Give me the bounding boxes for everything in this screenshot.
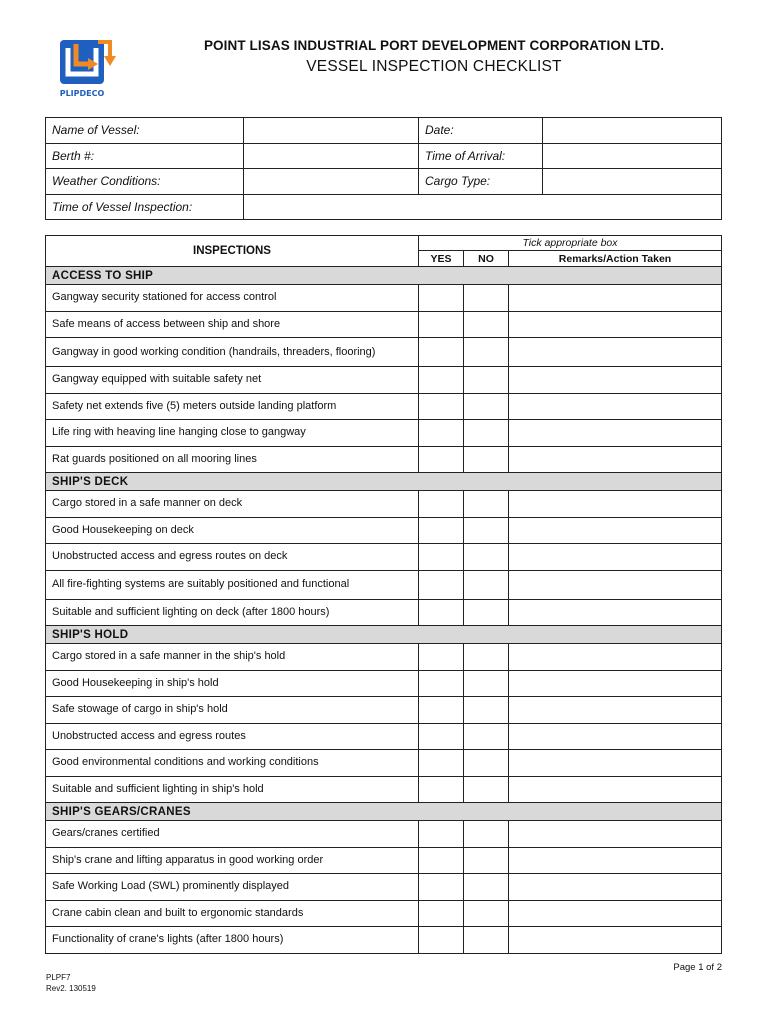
checklist-row [46, 338, 722, 367]
remarks-field[interactable] [509, 670, 722, 697]
checklist-row [46, 311, 722, 338]
cargo-type-field[interactable] [543, 169, 722, 195]
no-checkbox[interactable] [464, 723, 509, 750]
remarks-field[interactable] [509, 927, 722, 954]
inspection-item: Good Housekeeping on deck [46, 517, 419, 544]
no-checkbox[interactable] [464, 874, 509, 901]
remarks-column-header: Remarks/Action Taken [509, 251, 722, 267]
checklist-row [46, 491, 722, 518]
inspection-item: Safety net extends five (5) meters outside landing platform [46, 393, 419, 420]
checklist-row [46, 723, 722, 750]
inspection-item: Gears/cranes certified [46, 821, 419, 848]
section-header-row [46, 803, 722, 821]
inspection-checklist-table [45, 235, 722, 954]
remarks-field[interactable] [509, 285, 722, 312]
section-title: ACCESS TO SHIP [46, 267, 722, 285]
no-checkbox[interactable] [464, 900, 509, 927]
no-checkbox[interactable] [464, 420, 509, 447]
checklist-row [46, 644, 722, 671]
no-checkbox[interactable] [464, 750, 509, 777]
remarks-field[interactable] [509, 900, 722, 927]
checklist-row [46, 847, 722, 874]
time-of-inspection-label: Time of Vessel Inspection: [46, 194, 244, 220]
checklist-row [46, 874, 722, 901]
yes-checkbox[interactable] [419, 367, 464, 394]
checklist-row [46, 927, 722, 954]
inspection-item: Good Housekeeping in ship's hold [46, 670, 419, 697]
date-label: Date: [419, 118, 543, 144]
remarks-field[interactable] [509, 544, 722, 571]
time-of-arrival-field[interactable] [543, 143, 722, 169]
inspection-item: Crane cabin clean and built to ergonomic standards [46, 900, 419, 927]
inspections-header: INSPECTIONS [46, 236, 419, 267]
berth-field[interactable] [244, 143, 419, 169]
yes-checkbox[interactable] [419, 750, 464, 777]
name-of-vessel-label: Name of Vessel: [46, 118, 244, 144]
remarks-field[interactable] [509, 338, 722, 367]
yes-checkbox[interactable] [419, 570, 464, 599]
yes-checkbox[interactable] [419, 670, 464, 697]
vessel-info-table [45, 117, 722, 220]
remarks-field[interactable] [509, 517, 722, 544]
inspection-item: Cargo stored in a safe manner on deck [46, 491, 419, 518]
inspection-item: Rat guards positioned on all mooring lines [46, 446, 419, 473]
no-checkbox[interactable] [464, 599, 509, 626]
cargo-type-label: Cargo Type: [419, 169, 543, 195]
inspection-item: Safe stowage of cargo in ship's hold [46, 697, 419, 724]
no-checkbox[interactable] [464, 393, 509, 420]
inspection-item: Ship's crane and lifting apparatus in good working order [46, 847, 419, 874]
checklist-row [46, 599, 722, 626]
form-id: PLPF7 [46, 973, 71, 982]
no-checkbox[interactable] [464, 847, 509, 874]
remarks-field[interactable] [509, 491, 722, 518]
no-checkbox[interactable] [464, 446, 509, 473]
company-logo [58, 38, 120, 100]
no-checkbox[interactable] [464, 776, 509, 803]
no-checkbox[interactable] [464, 338, 509, 367]
remarks-field[interactable] [509, 393, 722, 420]
yes-checkbox[interactable] [419, 285, 464, 312]
yes-checkbox[interactable] [419, 927, 464, 954]
checklist-row [46, 776, 722, 803]
inspection-item: Safe Working Load (SWL) prominently displayed [46, 874, 419, 901]
inspection-item: Suitable and sufficient lighting on deck (after 1800 hours) [46, 599, 419, 626]
checklist-row [46, 446, 722, 473]
no-checkbox[interactable] [464, 670, 509, 697]
checklist-row [46, 750, 722, 777]
remarks-field[interactable] [509, 697, 722, 724]
document-title: VESSEL INSPECTION CHECKLIST [306, 58, 562, 75]
remarks-field[interactable] [509, 311, 722, 338]
yes-checkbox[interactable] [419, 900, 464, 927]
no-checkbox[interactable] [464, 544, 509, 571]
checklist-row [46, 821, 722, 848]
form-code [46, 972, 96, 994]
no-checkbox[interactable] [464, 285, 509, 312]
checklist-row [46, 670, 722, 697]
section-header-row [46, 626, 722, 644]
tick-note: Tick appropriate box [419, 236, 722, 251]
berth-label: Berth #: [46, 143, 244, 169]
yes-checkbox[interactable] [419, 847, 464, 874]
logo-lettering: PLIPDECO [59, 89, 105, 98]
weather-conditions-label: Weather Conditions: [46, 169, 244, 195]
checklist-row [46, 517, 722, 544]
no-checkbox[interactable] [464, 644, 509, 671]
remarks-field[interactable] [509, 776, 722, 803]
inspection-item: Functionality of crane's lights (after 1800 hours) [46, 927, 419, 954]
inspection-item: Gangway in good working condition (handrails, threaders, flooring) [46, 338, 419, 367]
section-header-row [46, 267, 722, 285]
inspection-item: Cargo stored in a safe manner in the ship's hold [46, 644, 419, 671]
no-column-header: NO [464, 251, 509, 267]
yes-checkbox[interactable] [419, 776, 464, 803]
remarks-field[interactable] [509, 446, 722, 473]
no-checkbox[interactable] [464, 697, 509, 724]
inspection-item: Life ring with heaving line hanging close to gangway [46, 420, 419, 447]
inspection-item: Unobstructed access and egress routes [46, 723, 419, 750]
remarks-field[interactable] [509, 874, 722, 901]
yes-checkbox[interactable] [419, 446, 464, 473]
time-of-inspection-field[interactable] [244, 194, 722, 220]
yes-checkbox[interactable] [419, 420, 464, 447]
yes-checkbox[interactable] [419, 644, 464, 671]
inspection-item: Unobstructed access and egress routes on deck [46, 544, 419, 571]
no-checkbox[interactable] [464, 311, 509, 338]
checklist-row [46, 544, 722, 571]
no-checkbox[interactable] [464, 821, 509, 848]
yes-checkbox[interactable] [419, 599, 464, 626]
checklist-row [46, 570, 722, 599]
remarks-field[interactable] [509, 570, 722, 599]
checklist-row [46, 420, 722, 447]
inspection-item: Gangway security stationed for access control [46, 285, 419, 312]
inspection-item: Good environmental conditions and working conditions [46, 750, 419, 777]
section-title: SHIP'S HOLD [46, 626, 722, 644]
section-header-row [46, 473, 722, 491]
section-title: SHIP'S DECK [46, 473, 722, 491]
checklist-row [46, 697, 722, 724]
inspection-item: Gangway equipped with suitable safety net [46, 367, 419, 394]
no-checkbox[interactable] [464, 367, 509, 394]
remarks-field[interactable] [509, 644, 722, 671]
organization-name: POINT LISAS INDUSTRIAL PORT DEVELOPMENT CORPORATION LTD. [203, 38, 665, 53]
no-checkbox[interactable] [464, 570, 509, 599]
yes-checkbox[interactable] [419, 311, 464, 338]
yes-checkbox[interactable] [419, 393, 464, 420]
remarks-field[interactable] [509, 750, 722, 777]
yes-checkbox[interactable] [419, 697, 464, 724]
date-field[interactable] [543, 118, 722, 144]
inspection-item: Suitable and sufficient lighting in ship's hold [46, 776, 419, 803]
yes-checkbox[interactable] [419, 491, 464, 518]
yes-column-header: YES [419, 251, 464, 267]
weather-conditions-field[interactable] [244, 169, 419, 195]
page-number: Page 1 of 2 [673, 962, 722, 973]
yes-checkbox[interactable] [419, 517, 464, 544]
no-checkbox[interactable] [464, 927, 509, 954]
revision: Rev2. 130519 [46, 984, 96, 993]
remarks-field[interactable] [509, 420, 722, 447]
no-checkbox[interactable] [464, 491, 509, 518]
time-of-arrival-label: Time of Arrival: [419, 143, 543, 169]
yes-checkbox[interactable] [419, 874, 464, 901]
remarks-field[interactable] [509, 599, 722, 626]
remarks-field[interactable] [509, 847, 722, 874]
checklist-row [46, 393, 722, 420]
inspection-item: Safe means of access between ship and shore [46, 311, 419, 338]
yes-checkbox[interactable] [419, 821, 464, 848]
section-title: SHIP'S GEARS/CRANES [46, 803, 722, 821]
yes-checkbox[interactable] [419, 544, 464, 571]
checklist-row [46, 285, 722, 312]
yes-checkbox[interactable] [419, 338, 464, 367]
yes-checkbox[interactable] [419, 723, 464, 750]
inspection-item: All fire-fighting systems are suitably positioned and functional [46, 570, 419, 599]
remarks-field[interactable] [509, 821, 722, 848]
no-checkbox[interactable] [464, 517, 509, 544]
checklist-row [46, 367, 722, 394]
remarks-field[interactable] [509, 723, 722, 750]
remarks-field[interactable] [509, 367, 722, 394]
checklist-row [46, 900, 722, 927]
name-of-vessel-field[interactable] [244, 118, 419, 144]
